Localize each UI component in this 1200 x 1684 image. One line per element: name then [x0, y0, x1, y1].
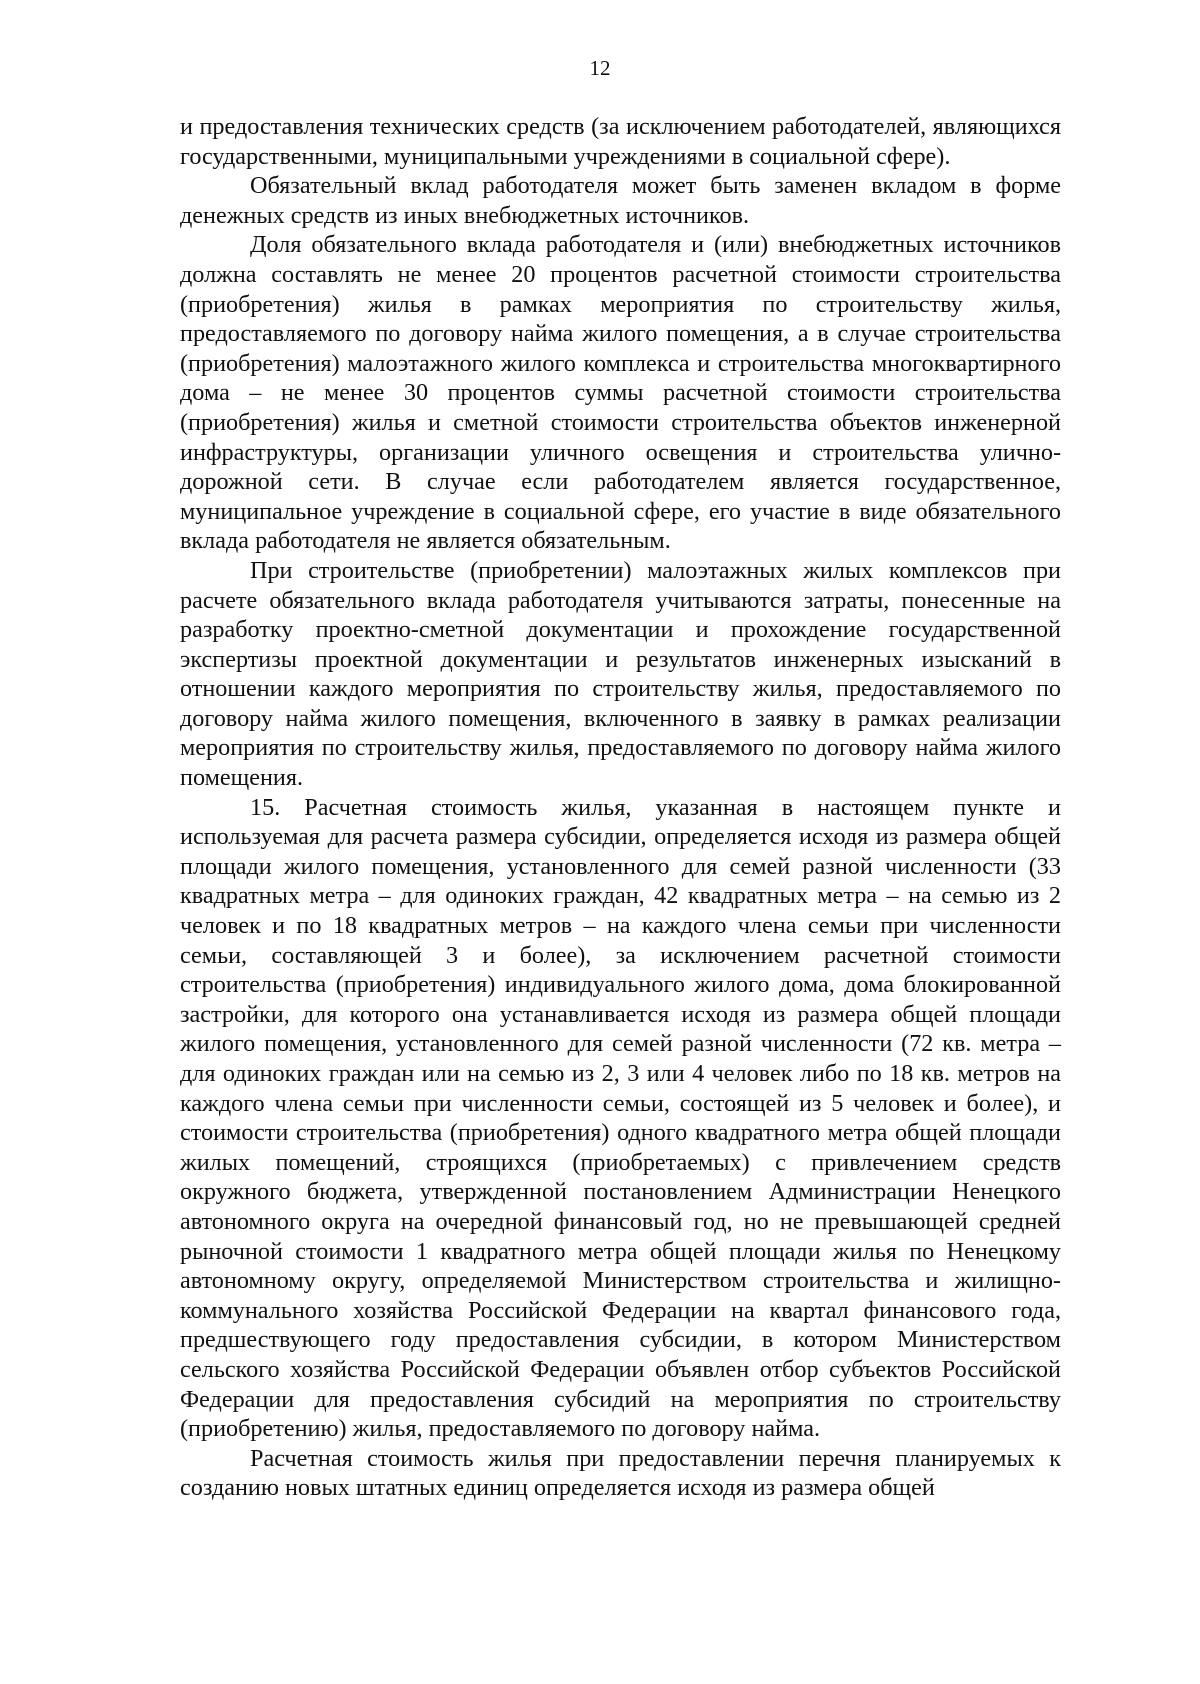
paragraph-new-staff-units: Расчетная стоимость жилья при предоставлении перечня планируемых к созданию новых штатных единиц определяется исходя из размера общей [180, 1444, 1061, 1502]
paragraph-employer-contribution-replacement: Обязательный вклад работодателя может быть заменен вкладом в форме денежных средств из иных внебюджетных источников. [180, 172, 1061, 229]
paragraph-item-15-estimated-cost: 15. Расчетная стоимость жилья, указанная в настоящем пункте и используемая для расчета размера субсидии, определяется исходя из размера общей площади жилого помещения, установленного для семей разной численности (33 квадратных метра – для одиноких граждан, 42 квадратных метра – на семью из 2 человек и по 18 квадратных метров – на каждого члена семьи при численности семьи, составляющей 3 и более), за исключением расчетной стоимости строительства (приобретения) индивидуального жилого дома, дома блокированной застройки, для которого она устанавливается исходя из размера общей площади жилого помещения, установленного для семей разной численности (72 кв. метра – для одиноких граждан или на семью из 2, 3 или 4 человек либо по 18 кв. метров на каждого члена семьи при численности семьи, состоящей из 5 человек и более), и стоимости строительства (приобретения) одного квадратного метра общей площади жилых помещений, строящихся (приобретаемых) с привлечением средств окружного бюджета, утвержденной постановлением Администрации Ненецкого автономного округа на очередной финансовый год, но не превышающей средней рыночной стоимости 1 квадратного метра общей площади жилья по Ненецкому автономному округу, определяемой Министерством строительства и жилищно-коммунального хозяйства Российской Федерации на квартал финансового года, предшествующего году предоставления субсидии, в котором Министерством сельского хозяйства Российской Федерации объявлен отбор субъектов Российской Федерации для предоставления субсидий на мероприятия по строительству (приобретению) жилья, предоставляемого по договору найма. [180, 793, 1061, 1443]
document-body [180, 112, 1061, 1503]
paragraph-contribution-share: Доля обязательного вклада работодателя и (или) внебюджетных источников должна составлять не менее 20 процентов расчетной стоимости строительства (приобретения) жилья в рамках мероприятия по строительству жилья, предоставляемого по договору найма жилого помещения, а в случае строительства (приобретения) малоэтажного жилого комплекса и строительства многоквартирного дома – не менее 30 процентов суммы расчетной стоимости строительства (приобретения) жилья и сметной стоимости строительства объектов инженерной инфраструктуры, организации уличного освещения и строительства улично-дорожной сети. В случае если работодателем является государственное, муниципальное учреждение в социальной сфере, его участие в виде обязательного вклада работодателя не является обязательным. [180, 231, 1061, 555]
page-number: 12 [589, 56, 611, 80]
paragraph-low-rise-complexes: При строительстве (приобретении) малоэтажных жилых комплексов при расчете обязательного вклада работодателя учитываются затраты, понесенные на разработку проектно-сметной документации и прохождение государственной экспертизы проектной документации и результатов инженерных изысканий в отношении каждого мероприятия по строительству жилья, предоставляемого по договору найма жилого помещения, включенного в заявку в рамках реализации мероприятия по строительству жилья, предоставляемого по договору найма жилого помещения. [180, 556, 1061, 792]
paragraph-continuation: и предоставления технических средств (за исключением работодателей, являющихся государственными, муниципальными учреждениями в социальной сфере). [180, 113, 1061, 170]
